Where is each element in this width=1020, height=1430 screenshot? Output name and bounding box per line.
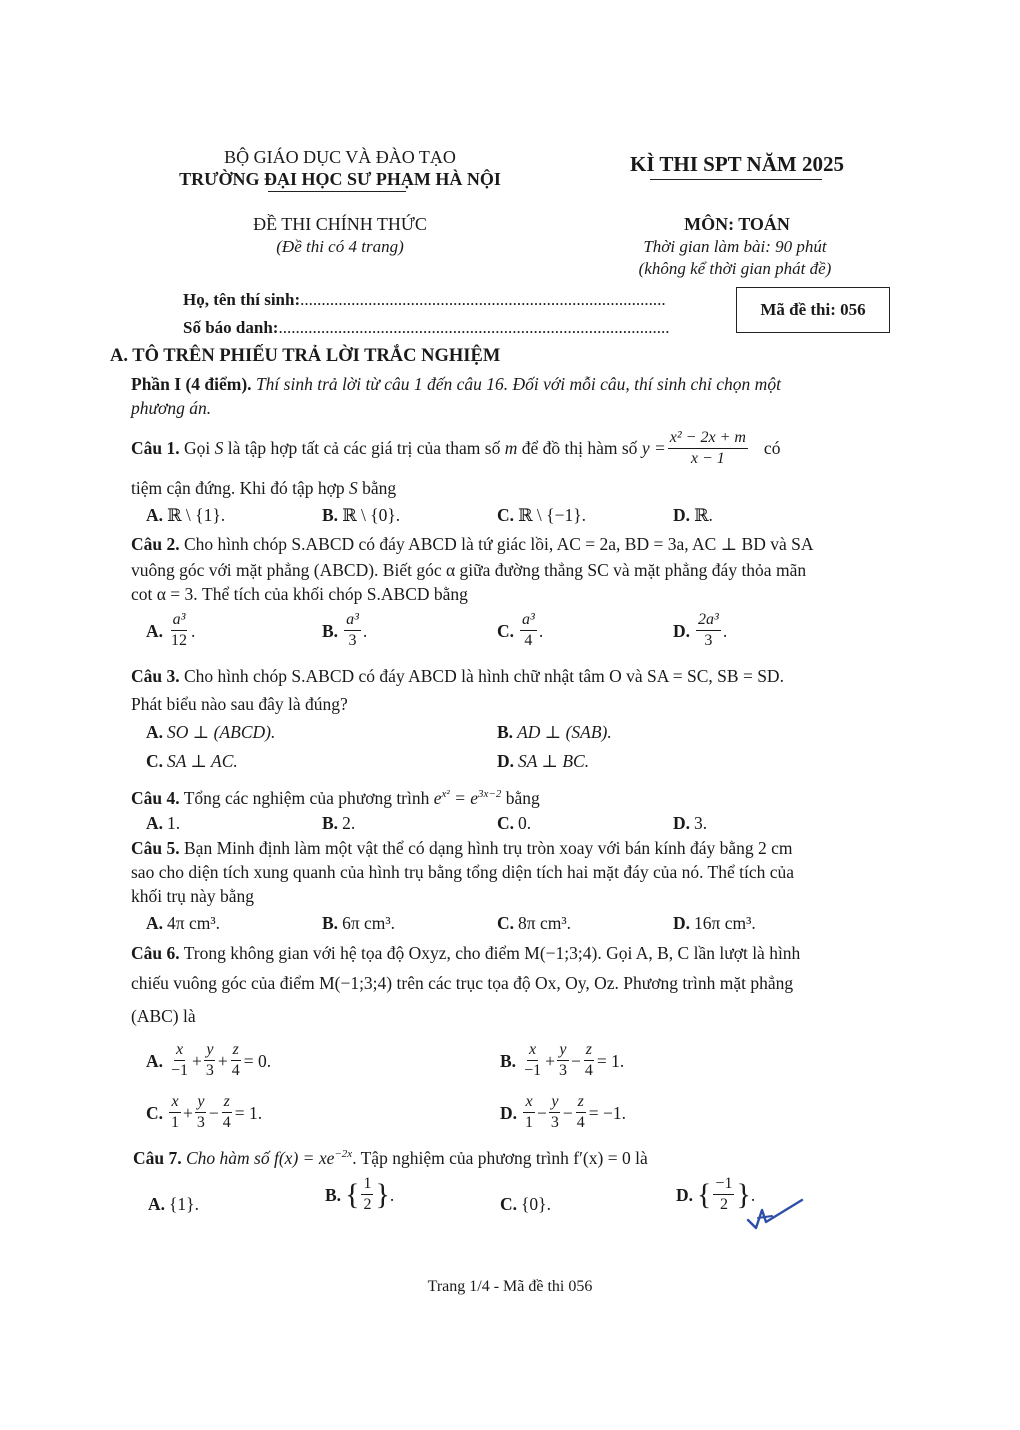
q3-option-d-label: D. <box>497 751 515 771</box>
q6-d-frac-x <box>523 1094 535 1131</box>
q3-option-b-label: B. <box>497 722 514 742</box>
q6-a-rhs: = 0. <box>243 1050 272 1071</box>
q2-option-d-num: 2a³ <box>696 612 721 631</box>
header-divider <box>268 191 406 192</box>
q6-b-num-x: x <box>527 1042 538 1061</box>
q2-option-d[interactable]: D. $\frac{\text{2a³}}{3}$ . <box>673 611 728 649</box>
q4-option-c-label: C. <box>497 813 515 833</box>
q2-option-c-fraction <box>520 612 537 649</box>
q1-numerator: x² − 2x + m <box>668 430 748 449</box>
q6-b-num-y: y <box>557 1042 568 1061</box>
q6-d-num-x: x <box>523 1094 534 1113</box>
q6-d-den-y: 3 <box>550 1114 559 1131</box>
q6-c-num-x: x <box>169 1094 180 1113</box>
q6-a-den-x: −1 <box>171 1062 189 1079</box>
q4-option-a[interactable] <box>146 811 180 835</box>
q7-option-d-label: D. <box>676 1184 694 1205</box>
q6-d-num-y: y <box>549 1094 560 1113</box>
q6-a-frac-x <box>169 1042 190 1079</box>
q2-option-b-fraction <box>344 612 361 649</box>
q6-option-c-label: C. <box>146 1102 164 1123</box>
q6-b-sign1: + <box>545 1050 555 1071</box>
q7-exp: −2x <box>334 1148 353 1160</box>
q3-option-b-text: AD ⊥ (SAB). <box>517 722 612 742</box>
q5-option-c[interactable] <box>497 911 571 935</box>
handwritten-check-mark-icon <box>744 1196 806 1232</box>
q5-option-d-text: 16π cm³. <box>694 913 756 933</box>
page-footer: Trang 1/4 - Mã đề thi 056 <box>427 1278 593 1295</box>
question-1 <box>131 426 901 470</box>
q6-c-frac-y <box>195 1094 207 1131</box>
q1-option-b-text: ℝ \ {0}. <box>342 505 401 525</box>
q6-line2: chiếu vuông góc của điểm M(−1;3;4) trên các trục tọa độ Ox, Oy, Oz. Phương trình mặt phẳng <box>131 973 794 993</box>
q4-eq-exp1: x² <box>441 788 450 800</box>
q1-end: có <box>763 438 781 458</box>
q2-option-d-label: D. <box>673 620 691 641</box>
q1-text-b: là tập hợp tất cả các giá trị của tham số <box>227 438 501 458</box>
q6-c-num-z: z <box>222 1094 232 1113</box>
q5-option-b[interactable] <box>322 911 395 935</box>
pages-note: (Đề thi có 4 trang) <box>276 237 404 256</box>
q6-c-sign2: − <box>208 1102 219 1123</box>
q6-a-den-y: 3 <box>205 1062 214 1079</box>
q3-option-a[interactable] <box>146 720 275 744</box>
q3-option-d-text: SA ⊥ BC. <box>518 751 590 771</box>
q4-eq-exp2: 3x−2 <box>478 788 502 800</box>
question-3 <box>131 664 784 688</box>
q6-c-frac-x <box>169 1094 181 1131</box>
q6-d-sign2: − <box>562 1102 573 1123</box>
q6-option-b[interactable] <box>500 1042 624 1079</box>
q7-text2: . Tập nghiệm của phương trình f′(x) = 0 là <box>352 1147 648 1168</box>
q1-label: Câu 1. <box>131 438 180 458</box>
q2-option-a[interactable]: A. $\frac{\text{a³}}{12}$ . <box>146 611 196 649</box>
question-7 <box>133 1142 648 1170</box>
q5-option-c-label: C. <box>497 913 515 933</box>
q6-option-b-label: B. <box>500 1050 517 1071</box>
q3-option-a-text: SO ⊥ (ABCD). <box>167 722 276 742</box>
q1-option-b[interactable] <box>322 503 400 527</box>
q1-option-a-label: A. <box>146 505 164 525</box>
q2-line3: cot α = 3. Thể tích của khối chóp S.ABCD bằng <box>131 584 468 604</box>
q3-option-c-text: SA ⊥ AC. <box>167 751 238 771</box>
q3-line2: Phát biểu nào sau đây là đúng? <box>131 694 348 714</box>
q7-option-d-lbrace: { <box>697 1177 712 1211</box>
q6-a-den-z: 4 <box>231 1062 240 1079</box>
q3-option-d[interactable] <box>497 749 589 773</box>
part-text-line2: phương án. <box>131 398 212 418</box>
q2-option-c[interactable]: C. $\frac{\text{a³}}{4}$ . <box>497 611 544 649</box>
q2-option-c-label: C. <box>497 620 515 641</box>
q5-option-a[interactable] <box>146 911 220 935</box>
q7-option-d-fraction <box>713 1176 734 1213</box>
q2-option-b-den: 3 <box>348 632 357 649</box>
q6-d-rhs: = −1. <box>588 1102 627 1123</box>
q7-option-d[interactable]: D. { $\frac{-1}{2}$ } . <box>676 1175 756 1213</box>
q4-option-d-text: 3. <box>694 813 708 833</box>
q7-option-b-label: B. <box>325 1184 342 1205</box>
q6-a-sign2: + <box>217 1050 228 1071</box>
q7-option-a-text: {1}. <box>169 1194 199 1214</box>
q1-line2-end: bằng <box>362 478 397 498</box>
part-label: Phần I (4 điểm). <box>131 374 252 394</box>
q6-a-num-y: y <box>204 1042 215 1061</box>
exam-title: KÌ THI SPT NĂM 2025 <box>630 152 844 176</box>
q4-option-a-text: 1. <box>167 813 181 833</box>
candidate-name-dots: ...................................................................................... <box>300 290 666 309</box>
q6-b-sign2: − <box>570 1050 581 1071</box>
q4-option-c[interactable] <box>497 811 531 835</box>
q7-option-b-num: 1 <box>361 1176 373 1195</box>
q5-option-b-text: 6π cm³. <box>342 913 396 933</box>
q6-option-d[interactable] <box>500 1094 626 1131</box>
q6-c-den-z: 4 <box>222 1114 231 1131</box>
candidate-id-field[interactable] <box>183 318 669 338</box>
candidate-name-label: Họ, tên thí sinh: <box>183 290 301 309</box>
q6-a-num-x: x <box>174 1042 185 1061</box>
q5-line2: sao cho diện tích xung quanh của hình trụ bằng tổng diện tích hai mặt đáy của nó. Thể tích của <box>131 862 795 882</box>
q4-equation <box>434 788 502 808</box>
part-instructions <box>131 372 901 396</box>
q5-line1: Bạn Minh định làm một vật thể có dạng hình trụ tròn xoay với bán kính đáy bằng 2 cm <box>184 838 793 858</box>
q4-label: Câu 4. <box>131 787 180 808</box>
q4-eq-mid: = e <box>449 787 479 808</box>
q6-c-num-y: y <box>195 1094 206 1113</box>
q7-option-d-num: −1 <box>713 1176 734 1195</box>
q6-a-num-z: z <box>231 1042 241 1061</box>
q6-d-den-z: 4 <box>576 1114 585 1131</box>
q1-option-a-text: ℝ \ {1}. <box>167 505 226 525</box>
q6-a-frac-y <box>204 1042 216 1079</box>
q5-label: Câu 5. <box>131 838 180 858</box>
q6-c-den-x: 1 <box>171 1114 180 1131</box>
q1-option-d[interactable] <box>673 503 713 527</box>
q1-fraction <box>668 430 748 467</box>
q1-denominator: x − 1 <box>690 449 725 467</box>
q1-y-eq: y = <box>641 438 666 458</box>
q3-option-c-label: C. <box>146 751 164 771</box>
q5-option-a-text: 4π cm³. <box>167 913 220 933</box>
candidate-id-label: Số báo danh: <box>183 318 279 337</box>
q3-label: Câu 3. <box>131 666 180 686</box>
q7-option-b-rbrace: } <box>375 1177 390 1211</box>
q2-option-a-fraction <box>169 612 189 649</box>
q4-option-d-label: D. <box>673 813 691 833</box>
time-label: Thời gian làm bài: 90 phút <box>643 237 827 256</box>
q6-c-frac-z <box>221 1094 233 1131</box>
q6-b-frac-x <box>522 1042 543 1079</box>
q6-b-rhs: = 1. <box>596 1050 625 1071</box>
q7-option-b[interactable]: B. { $\frac{1}{2}$ } . <box>325 1175 395 1213</box>
q4-option-b[interactable] <box>322 811 355 835</box>
part-text: Thí sinh trả lời từ câu 1 đến câu 16. Đối với mỗi câu, thí sinh chỉ chọn một <box>255 374 781 394</box>
exam-code-box: Mã đề thi: 056 <box>736 287 890 333</box>
subject-label: MÔN: TOÁN <box>684 214 790 234</box>
q6-c-sign1: + <box>183 1102 193 1123</box>
q6-line1: Trong không gian với hệ tọa độ Oxyz, cho điểm M(−1;3;4). Gọi A, B, C lần lượt là hình <box>183 943 801 963</box>
official-label: ĐỀ THI CHÍNH THỨC <box>253 214 427 234</box>
q5-option-d-label: D. <box>673 913 691 933</box>
q2-line1: Cho hình chóp S.ABCD có đáy ABCD là tứ giác lồi, AC = 2a, BD = 3a, AC ⊥ BD và SA <box>184 534 814 554</box>
university-name: TRƯỜNG ĐẠI HỌC SƯ PHẠM HÀ NỘI <box>179 169 501 189</box>
q3-option-c[interactable] <box>146 749 238 773</box>
q4-option-c-text: 0. <box>518 813 532 833</box>
question-5 <box>131 836 793 860</box>
q4-end: bằng <box>505 787 540 808</box>
q4-eq-base1: e <box>433 787 442 808</box>
q7-option-a[interactable] <box>148 1192 199 1216</box>
q1-line2 <box>131 476 396 500</box>
q7-text: Cho hàm số f(x) = xe <box>186 1147 335 1168</box>
q7-option-d-den: 2 <box>719 1196 728 1213</box>
ministry-name: BỘ GIÁO DỤC VÀ ĐÀO TẠO <box>224 147 456 167</box>
q5-option-d[interactable] <box>673 911 756 935</box>
q6-c-rhs: = 1. <box>234 1102 263 1123</box>
q7-label: Câu 7. <box>133 1147 182 1168</box>
q4-text: Tổng các nghiệm của phương trình <box>183 787 430 808</box>
q7-option-c-label: C. <box>500 1194 518 1214</box>
q2-option-c-num: a³ <box>520 612 537 631</box>
q3-option-a-label: A. <box>146 722 164 742</box>
q2-option-d-fraction <box>696 612 721 649</box>
q7-option-c-text: {0}. <box>521 1194 551 1214</box>
q1-option-c-label: C. <box>497 505 515 525</box>
q2-label: Câu 2. <box>131 534 180 554</box>
q6-d-den-x: 1 <box>525 1114 534 1131</box>
candidate-id-dots: ............................................................................................ <box>278 318 670 337</box>
q2-option-b-label: B. <box>322 620 339 641</box>
q2-option-b[interactable]: B. $\frac{\text{a³}}{3}$ . <box>322 611 368 649</box>
question-6 <box>131 941 800 965</box>
q1-option-c-text: ℝ \ {−1}. <box>518 505 586 525</box>
q6-b-frac-y <box>557 1042 569 1079</box>
q1-option-d-label: D. <box>673 505 691 525</box>
q2-option-a-num: a³ <box>171 612 188 631</box>
q4-option-b-label: B. <box>322 813 339 833</box>
candidate-name-field[interactable] <box>183 290 666 310</box>
q1-option-d-text: ℝ. <box>694 505 713 525</box>
q2-option-c-den: 4 <box>524 632 533 649</box>
q7-option-c[interactable] <box>500 1192 551 1216</box>
q4-option-a-label: A. <box>146 813 164 833</box>
q6-option-a[interactable] <box>146 1042 271 1079</box>
q6-c-den-y: 3 <box>196 1114 205 1131</box>
q1-text-c: để đồ thị hàm số <box>521 438 638 458</box>
q5-line3: khối trụ này bằng <box>131 886 254 906</box>
q6-d-frac-y <box>549 1094 561 1131</box>
q2-line2: vuông góc với mặt phẳng (ABCD). Biết góc α giữa đường thẳng SC và mặt phẳng đáy thỏa mãn <box>131 560 807 580</box>
q6-a-sign1: + <box>192 1050 202 1071</box>
q1-line2-text: tiệm cận đứng. Khi đó tập hợp <box>131 478 345 498</box>
q6-option-a-label: A. <box>146 1050 164 1071</box>
q2-option-d-den: 3 <box>704 632 713 649</box>
q3-option-b[interactable] <box>497 720 612 744</box>
exam-title-underline <box>650 179 822 180</box>
q7-option-b-lbrace: { <box>345 1177 360 1211</box>
question-2 <box>131 532 814 556</box>
q1-text-a: Gọi <box>184 438 211 458</box>
q1-option-b-label: B. <box>322 505 339 525</box>
q1-var-m: m <box>504 438 518 458</box>
q4-option-b-text: 2. <box>342 813 356 833</box>
q3-line1: Cho hình chóp S.ABCD có đáy ABCD là hình chữ nhật tâm O và SA = SC, SB = SD. <box>184 666 784 686</box>
q2-option-b-num: a³ <box>344 612 361 631</box>
question-4 <box>131 782 540 810</box>
q1-option-a[interactable] <box>146 503 225 527</box>
q5-option-a-label: A. <box>146 913 164 933</box>
q6-a-frac-z <box>230 1042 242 1079</box>
q2-option-a-label: A. <box>146 620 164 641</box>
q6-d-sign1: − <box>537 1102 547 1123</box>
q1-var-s: S <box>214 438 224 458</box>
time-note: (không kể thời gian phát đề) <box>638 259 832 278</box>
q6-option-c[interactable] <box>146 1094 262 1131</box>
q4-option-d[interactable] <box>673 811 707 835</box>
q6-b-den-y: 3 <box>558 1062 567 1079</box>
q6-d-frac-z <box>575 1094 587 1131</box>
q6-line3: (ABC) là <box>131 1006 196 1026</box>
q5-option-c-text: 8π cm³. <box>518 913 571 933</box>
q6-b-num-z: z <box>584 1042 594 1061</box>
q7-option-b-fraction <box>361 1176 373 1213</box>
q6-d-num-z: z <box>576 1094 586 1113</box>
q5-option-b-label: B. <box>322 913 339 933</box>
q7-option-a-label: A. <box>148 1194 166 1214</box>
q6-b-den-z: 4 <box>584 1062 593 1079</box>
q1-line2-s: S <box>349 478 358 498</box>
q6-b-frac-z <box>583 1042 595 1079</box>
q2-option-a-den: 12 <box>171 632 188 649</box>
q7-option-b-den: 2 <box>363 1196 372 1213</box>
q1-option-c[interactable] <box>497 503 586 527</box>
q7-option-d-rbrace: } <box>736 1177 751 1211</box>
section-title: A. TÔ TRÊN PHIẾU TRẢ LỜI TRẮC NGHIỆM <box>110 346 501 366</box>
q6-b-den-x: −1 <box>524 1062 542 1079</box>
q6-label: Câu 6. <box>131 943 180 963</box>
q6-option-d-label: D. <box>500 1102 518 1123</box>
